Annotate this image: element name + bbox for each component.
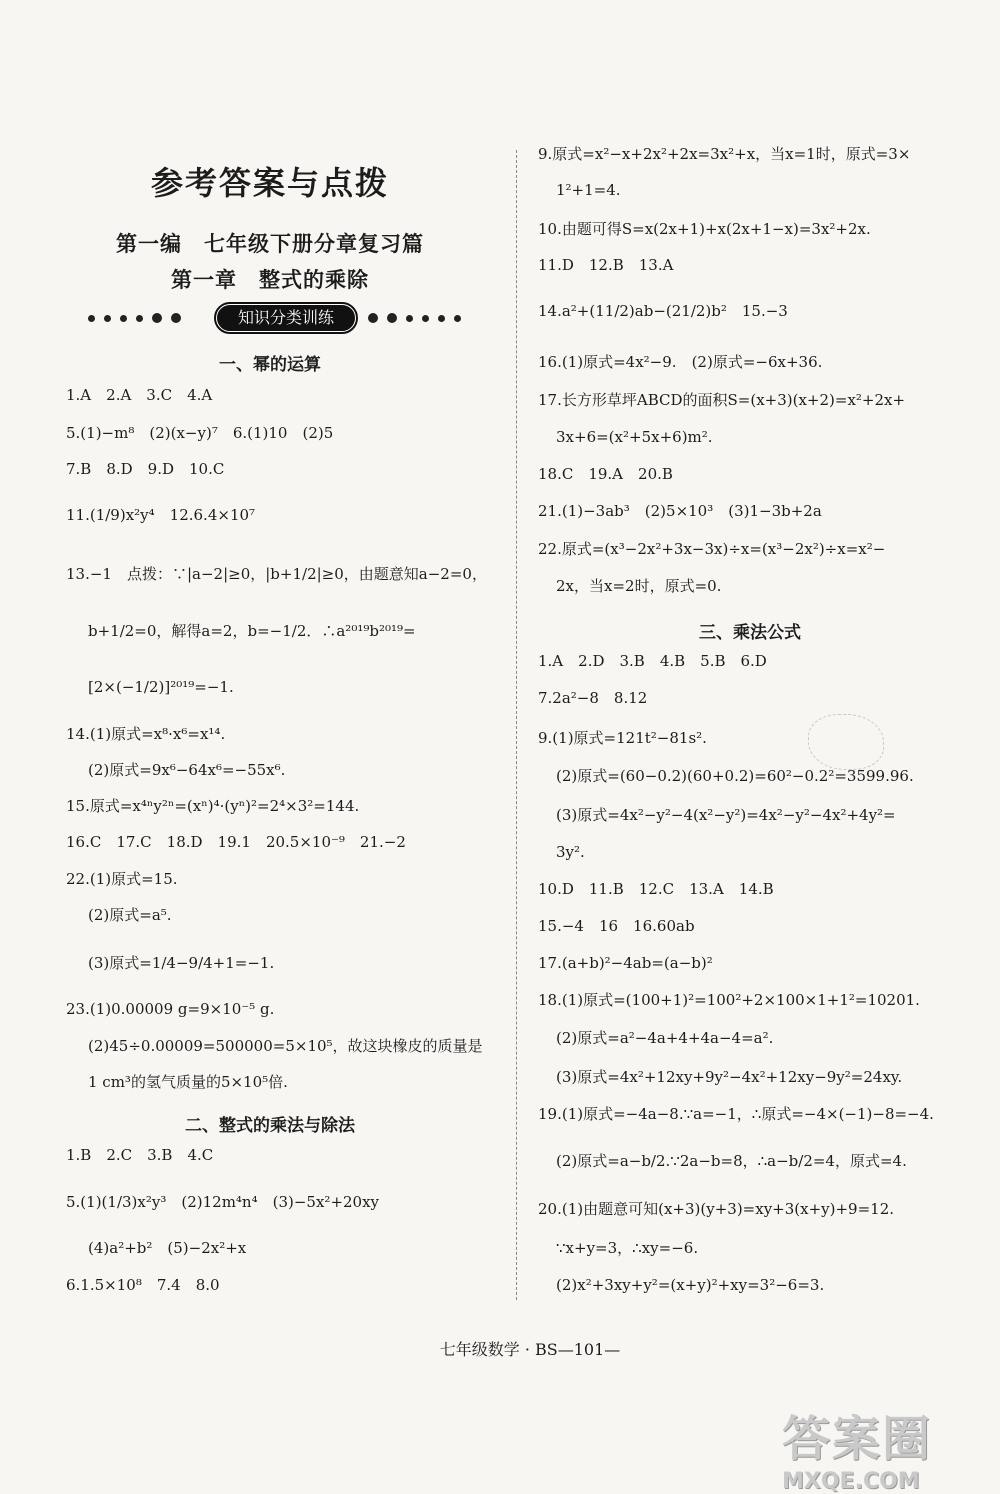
answer-line: 11.D 12.B 13.A bbox=[538, 256, 674, 274]
column-divider bbox=[516, 150, 517, 1300]
answer-line: (2)45÷0.00009=500000=5×10⁵，故这块橡皮的质量是 bbox=[88, 1037, 483, 1055]
answer-line: 16.C 17.C 18.D 19.1 20.5×10⁻⁹ 21.−2 bbox=[66, 833, 406, 851]
answer-line: (2)原式=a−b/2.∵2a−b=8，∴a−b/2=4，原式=4. bbox=[556, 1152, 907, 1170]
answer-line: 1.B 2.C 3.B 4.C bbox=[66, 1146, 214, 1164]
part-title: 第一编 七年级下册分章复习篇 bbox=[116, 231, 424, 256]
page-footer: 七年级数学 · BS—101— bbox=[439, 1340, 621, 1359]
answer-line: 21.(1)−3ab³ (2)5×10³ (3)1−3b+2a bbox=[538, 502, 822, 520]
answer-line: 15.−4 16 16.60ab bbox=[538, 917, 695, 935]
watermark-text: 答案圈 bbox=[782, 1411, 933, 1467]
answer-line: 1.A 2.A 3.C 4.A bbox=[66, 386, 213, 404]
banner-label: 知识分类训练 bbox=[216, 304, 356, 332]
answer-line: 18.C 19.A 20.B bbox=[538, 465, 673, 483]
answer-line: 9.(1)原式=121t²−81s². bbox=[538, 729, 707, 747]
answer-line: 9.原式=x²−x+2x²+2x=3x²+x，当x=1时，原式=3× bbox=[538, 145, 911, 163]
answer-line: 10.D 11.B 12.C 13.A 14.B bbox=[538, 880, 774, 898]
answer-line: 17.长方形草坪ABCD的面积S=(x+3)(x+2)=x²+2x+ bbox=[538, 391, 906, 409]
answer-line: 23.(1)0.00009 g=9×10⁻⁵ g. bbox=[66, 1000, 275, 1018]
answer-line: 15.原式=x⁴ⁿy²ⁿ=(xⁿ)⁴·(yⁿ)²=2⁴×3²=144. bbox=[66, 797, 360, 815]
section-title-1: 一、幂的运算 bbox=[219, 355, 321, 375]
chapter-title: 第一章 整式的乘除 bbox=[171, 267, 369, 292]
answer-line: 7.B 8.D 9.D 10.C bbox=[66, 460, 225, 478]
answer-line: 17.(a+b)²−4ab=(a−b)² bbox=[538, 954, 713, 972]
section-title-2: 二、整式的乘法与除法 bbox=[185, 1116, 355, 1136]
answer-line: [2×(−1/2)]²⁰¹⁹=−1. bbox=[88, 678, 234, 696]
answer-line: 11.(1/9)x²y⁴ 12.6.4×10⁷ bbox=[66, 506, 256, 524]
watermark-url: MXQE.COM bbox=[782, 1469, 920, 1494]
answer-line: 18.(1)原式=(100+1)²=100²+2×100×1+1²=10201. bbox=[538, 991, 920, 1009]
answer-line: 3y². bbox=[556, 843, 585, 861]
answer-line: 1²+1=4. bbox=[556, 181, 621, 199]
answer-line: 22.原式=(x³−2x²+3x−3x)÷x=(x³−2x²)÷x=x²− bbox=[538, 540, 886, 558]
answer-line: (3)原式=1/4−9/4+1=−1. bbox=[88, 954, 275, 972]
answer-line: (2)原式=a⁵. bbox=[88, 906, 172, 924]
answer-line: 22.(1)原式=15. bbox=[66, 870, 178, 888]
answer-line: 16.(1)原式=4x²−9. (2)原式=−6x+36. bbox=[538, 353, 823, 371]
answer-line: 6.1.5×10⁸ 7.4 8.0 bbox=[66, 1276, 220, 1294]
answer-line: (2)原式=9x⁶−64x⁶=−55x⁶. bbox=[88, 761, 286, 779]
answer-line: b+1/2=0，解得a=2，b=−1/2．∴a²⁰¹⁹b²⁰¹⁹= bbox=[88, 622, 416, 640]
answer-line: (4)a²+b² (5)−2x²+x bbox=[88, 1239, 247, 1257]
answer-line: (3)原式=4x²−y²−4(x²−y²)=4x²−y²−4x²+4y²= bbox=[556, 806, 896, 824]
section-banner bbox=[88, 304, 484, 332]
answer-line: ∵x+y=3，∴xy=−6. bbox=[556, 1239, 699, 1257]
answer-line: 19.(1)原式=−4a−8.∵a=−1，∴原式=−4×(−1)−8=−4. bbox=[538, 1105, 934, 1123]
stamp-mark bbox=[808, 714, 884, 770]
answer-line: 5.(1)−m⁸ (2)(x−y)⁷ 6.(1)10 (2)5 bbox=[66, 424, 334, 442]
answer-line: 1 cm³的氢气质量的5×10⁵倍. bbox=[88, 1073, 288, 1091]
answer-line: (2)原式=a²−4a+4+4a−4=a². bbox=[556, 1029, 774, 1047]
answer-line: 14.a²+(11/2)ab−(21/2)b² 15.−3 bbox=[538, 302, 788, 320]
page-title: 参考答案与点拨 bbox=[150, 164, 389, 202]
answer-line: 14.(1)原式=x⁸·x⁶=x¹⁴. bbox=[66, 725, 226, 743]
answer-line: 7.2a²−8 8.12 bbox=[538, 689, 648, 707]
answer-line: 5.(1)(1/3)x²y³ (2)12m⁴n⁴ (3)−5x²+20xy bbox=[66, 1193, 380, 1211]
section-title-3: 三、乘法公式 bbox=[699, 623, 801, 643]
answer-line: (2)x²+3xy+y²=(x+y)²+xy=3²−6=3. bbox=[556, 1276, 825, 1294]
answer-line: (3)原式=4x²+12xy+9y²−4x²+12xy−9y²=24xy. bbox=[556, 1068, 903, 1086]
answer-line: (2)原式=(60−0.2)(60+0.2)=60²−0.2²=3599.96. bbox=[556, 767, 914, 785]
answer-line: 2x，当x=2时，原式=0. bbox=[556, 577, 722, 595]
answer-line: 10.由题可得S=x(2x+1)+x(2x+1−x)=3x²+2x. bbox=[538, 220, 871, 238]
watermark-logo bbox=[782, 1400, 982, 1494]
answer-line: 20.(1)由题意可知(x+3)(y+3)=xy+3(x+y)+9=12. bbox=[538, 1200, 895, 1218]
answer-line: 3x+6=(x²+5x+6)m². bbox=[556, 428, 713, 446]
answer-line: 13.−1 点拨：∵|a−2|≥0，|b+1/2|≥0，由题意知a−2=0， bbox=[66, 565, 487, 583]
answer-line: 1.A 2.D 3.B 4.B 5.B 6.D bbox=[538, 652, 767, 670]
